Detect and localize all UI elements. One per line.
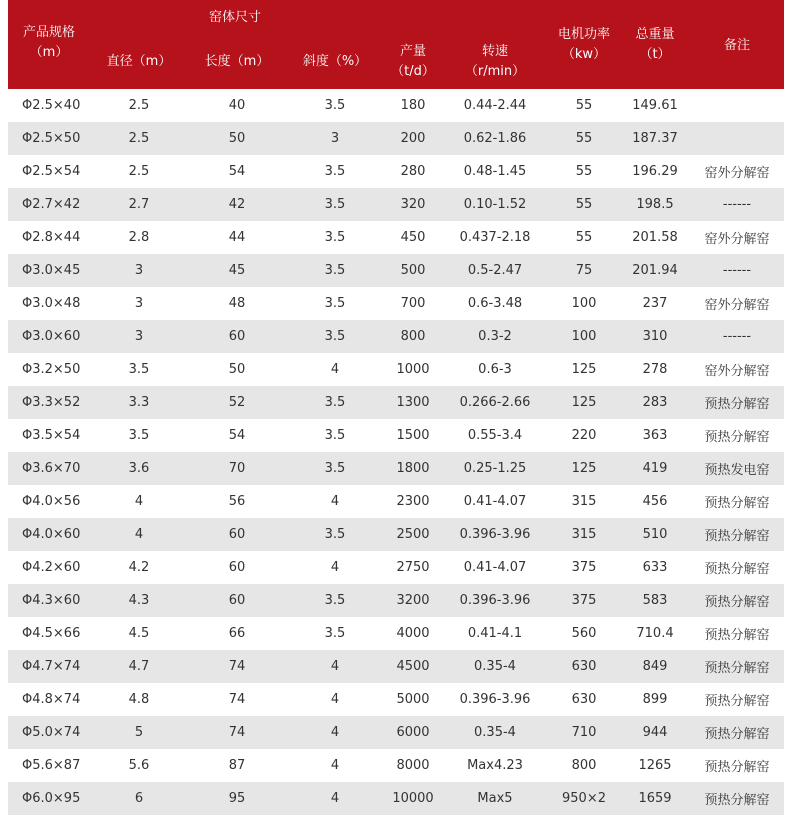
- cell-weight: 456: [620, 485, 690, 518]
- cell-output: 1800: [384, 452, 442, 485]
- cell-slope: 3.5: [286, 452, 384, 485]
- cell-slope: 3.5: [286, 419, 384, 452]
- table-row: [8, 254, 784, 287]
- cell-power: 55: [548, 155, 620, 188]
- cell-diameter: 2.5: [90, 122, 188, 155]
- cell-spec: Φ3.0×60: [8, 320, 90, 353]
- cell-diameter: 2.8: [90, 221, 188, 254]
- table-row: [8, 188, 784, 221]
- table-row: [8, 353, 784, 386]
- cell-slope: 3.5: [286, 221, 384, 254]
- cell-note: 窑外分解窑: [690, 353, 784, 386]
- cell-diameter: 3: [90, 287, 188, 320]
- cell-diameter: 4.2: [90, 551, 188, 584]
- cell-weight: 310: [620, 320, 690, 353]
- cell-note: 预热分解窑: [690, 650, 784, 683]
- table-row: [8, 485, 784, 518]
- cell-length: 60: [188, 320, 286, 353]
- cell-power: 55: [548, 122, 620, 155]
- cell-output: 3200: [384, 584, 442, 617]
- header-speed: [442, 42, 548, 82]
- cell-weight: 633: [620, 551, 690, 584]
- cell-weight: 198.5: [620, 188, 690, 221]
- spec-table-body: [8, 89, 784, 815]
- cell-speed: 0.6-3.48: [442, 287, 548, 320]
- cell-power: 125: [548, 386, 620, 419]
- cell-power: 560: [548, 617, 620, 650]
- cell-power: 710: [548, 716, 620, 749]
- cell-speed: 0.44-2.44: [442, 89, 548, 122]
- header-length: 长度（m）: [204, 54, 270, 69]
- table-row: [8, 89, 784, 122]
- cell-length: 60: [188, 518, 286, 551]
- cell-spec: Φ6.0×95: [8, 782, 90, 815]
- cell-weight: 196.29: [620, 155, 690, 188]
- cell-diameter: 3.6: [90, 452, 188, 485]
- table-row: [8, 287, 784, 320]
- cell-slope: 3.5: [286, 617, 384, 650]
- cell-output: 700: [384, 287, 442, 320]
- cell-diameter: 5.6: [90, 749, 188, 782]
- cell-power: 630: [548, 650, 620, 683]
- table-row: [8, 518, 784, 551]
- table-row: [8, 617, 784, 650]
- cell-speed: 0.437-2.18: [442, 221, 548, 254]
- cell-output: 1300: [384, 386, 442, 419]
- cell-length: 44: [188, 221, 286, 254]
- cell-spec: Φ2.5×50: [8, 122, 90, 155]
- table-row: [8, 650, 784, 683]
- cell-length: 54: [188, 419, 286, 452]
- cell-power: 75: [548, 254, 620, 287]
- cell-weight: 237: [620, 287, 690, 320]
- cell-output: 2750: [384, 551, 442, 584]
- cell-length: 60: [188, 551, 286, 584]
- cell-weight: 944: [620, 716, 690, 749]
- cell-note: 预热分解窑: [690, 683, 784, 716]
- header-output: [384, 42, 442, 82]
- cell-length: 74: [188, 683, 286, 716]
- cell-diameter: 2.7: [90, 188, 188, 221]
- cell-speed: 0.266-2.66: [442, 386, 548, 419]
- cell-power: 315: [548, 518, 620, 551]
- cell-diameter: 3.3: [90, 386, 188, 419]
- cell-note: ------: [690, 188, 784, 221]
- cell-speed: 0.62-1.86: [442, 122, 548, 155]
- cell-diameter: 3: [90, 320, 188, 353]
- cell-diameter: 3.5: [90, 419, 188, 452]
- header-note: 备注: [723, 38, 750, 53]
- cell-output: 1500: [384, 419, 442, 452]
- cell-slope: 4: [286, 782, 384, 815]
- cell-power: 55: [548, 89, 620, 122]
- cell-note: 预热分解窑: [690, 485, 784, 518]
- cell-length: 66: [188, 617, 286, 650]
- header-weight-label: 总重量: [635, 27, 675, 42]
- header-slope: 斜度（%）: [302, 54, 368, 69]
- cell-weight: 899: [620, 683, 690, 716]
- cell-spec: Φ4.5×66: [8, 617, 90, 650]
- cell-length: 40: [188, 89, 286, 122]
- cell-spec: Φ3.3×52: [8, 386, 90, 419]
- cell-slope: 4: [286, 683, 384, 716]
- cell-weight: 1265: [620, 749, 690, 782]
- cell-note: 预热分解窑: [690, 749, 784, 782]
- header-speed-unit: （r/min）: [464, 64, 526, 79]
- cell-note: 预热分解窑: [690, 584, 784, 617]
- cell-slope: 3.5: [286, 254, 384, 287]
- cell-slope: 3.5: [286, 155, 384, 188]
- cell-spec: Φ2.5×40: [8, 89, 90, 122]
- cell-speed: Max4.23: [442, 749, 548, 782]
- header-kiln-size: 窑体尺寸: [208, 10, 261, 25]
- cell-weight: 419: [620, 452, 690, 485]
- cell-output: 1000: [384, 353, 442, 386]
- cell-slope: 3.5: [286, 89, 384, 122]
- cell-note: [690, 89, 784, 122]
- header-weight: [620, 25, 690, 65]
- cell-length: 48: [188, 287, 286, 320]
- table-row: [8, 320, 784, 353]
- cell-power: 55: [548, 188, 620, 221]
- cell-diameter: 4.5: [90, 617, 188, 650]
- header-output-label: 产量: [399, 44, 426, 59]
- cell-spec: Φ5.0×74: [8, 716, 90, 749]
- cell-weight: 710.4: [620, 617, 690, 650]
- cell-diameter: 4.8: [90, 683, 188, 716]
- cell-note: 预热发电窑: [690, 452, 784, 485]
- table-row: [8, 419, 784, 452]
- cell-power: 100: [548, 287, 620, 320]
- cell-length: 45: [188, 254, 286, 287]
- cell-speed: 0.55-3.4: [442, 419, 548, 452]
- cell-diameter: 2.5: [90, 89, 188, 122]
- cell-length: 95: [188, 782, 286, 815]
- cell-note: 窑外分解窑: [690, 221, 784, 254]
- cell-output: 180: [384, 89, 442, 122]
- cell-weight: 363: [620, 419, 690, 452]
- header-power: [548, 25, 620, 65]
- header-weight-unit: （t）: [639, 47, 671, 62]
- cell-power: 800: [548, 749, 620, 782]
- cell-slope: 3.5: [286, 287, 384, 320]
- cell-weight: 201.94: [620, 254, 690, 287]
- cell-speed: 0.35-4: [442, 650, 548, 683]
- cell-spec: Φ3.2×50: [8, 353, 90, 386]
- table-row: [8, 749, 784, 782]
- cell-speed: 0.3-2: [442, 320, 548, 353]
- cell-spec: Φ2.8×44: [8, 221, 90, 254]
- cell-slope: 3: [286, 122, 384, 155]
- table-row: [8, 155, 784, 188]
- table-row: [8, 221, 784, 254]
- cell-note: 预热分解窑: [690, 518, 784, 551]
- cell-slope: 3.5: [286, 518, 384, 551]
- cell-speed: 0.25-1.25: [442, 452, 548, 485]
- cell-power: 375: [548, 584, 620, 617]
- table-row: [8, 452, 784, 485]
- cell-power: 950×2: [548, 782, 620, 815]
- cell-length: 70: [188, 452, 286, 485]
- cell-note: 预热分解窑: [690, 782, 784, 815]
- cell-spec: Φ4.7×74: [8, 650, 90, 683]
- cell-note: [690, 122, 784, 155]
- cell-note: 预热分解窑: [690, 386, 784, 419]
- header-spec: [8, 23, 90, 63]
- cell-weight: 1659: [620, 782, 690, 815]
- cell-note: 预热分解窑: [690, 419, 784, 452]
- cell-speed: 0.48-1.45: [442, 155, 548, 188]
- cell-length: 52: [188, 386, 286, 419]
- cell-spec: Φ4.8×74: [8, 683, 90, 716]
- cell-spec: Φ2.5×54: [8, 155, 90, 188]
- cell-diameter: 3.5: [90, 353, 188, 386]
- cell-weight: 283: [620, 386, 690, 419]
- cell-speed: 0.35-4: [442, 716, 548, 749]
- cell-output: 2500: [384, 518, 442, 551]
- cell-speed: 0.396-3.96: [442, 518, 548, 551]
- cell-speed: 0.396-3.96: [442, 683, 548, 716]
- cell-power: 315: [548, 485, 620, 518]
- cell-speed: 0.10-1.52: [442, 188, 548, 221]
- cell-power: 125: [548, 353, 620, 386]
- cell-speed: 0.5-2.47: [442, 254, 548, 287]
- table-row: [8, 782, 784, 815]
- cell-slope: 3.5: [286, 584, 384, 617]
- cell-output: 4500: [384, 650, 442, 683]
- cell-output: 500: [384, 254, 442, 287]
- cell-weight: 187.37: [620, 122, 690, 155]
- cell-output: 200: [384, 122, 442, 155]
- cell-power: 375: [548, 551, 620, 584]
- cell-spec: Φ2.7×42: [8, 188, 90, 221]
- cell-spec: Φ3.5×54: [8, 419, 90, 452]
- table-row: [8, 551, 784, 584]
- cell-power: 55: [548, 221, 620, 254]
- cell-output: 2300: [384, 485, 442, 518]
- cell-output: 6000: [384, 716, 442, 749]
- cell-weight: 510: [620, 518, 690, 551]
- cell-spec: Φ3.0×45: [8, 254, 90, 287]
- cell-weight: 149.61: [620, 89, 690, 122]
- cell-slope: 4: [286, 485, 384, 518]
- cell-diameter: 4.7: [90, 650, 188, 683]
- cell-spec: Φ3.6×70: [8, 452, 90, 485]
- cell-slope: 4: [286, 353, 384, 386]
- cell-output: 280: [384, 155, 442, 188]
- cell-output: 4000: [384, 617, 442, 650]
- cell-length: 60: [188, 584, 286, 617]
- cell-speed: 0.396-3.96: [442, 584, 548, 617]
- spec-table: [8, 89, 784, 815]
- cell-slope: 4: [286, 749, 384, 782]
- cell-diameter: 5: [90, 716, 188, 749]
- cell-length: 56: [188, 485, 286, 518]
- table-row: [8, 716, 784, 749]
- cell-note: ------: [690, 320, 784, 353]
- cell-note: 预热分解窑: [690, 617, 784, 650]
- table-row: [8, 386, 784, 419]
- header-diameter: 直径（m）: [106, 54, 172, 69]
- header-power-label: 电机功率: [557, 27, 610, 42]
- cell-spec: Φ4.0×56: [8, 485, 90, 518]
- cell-length: 87: [188, 749, 286, 782]
- cell-note: 预热分解窑: [690, 716, 784, 749]
- cell-diameter: 4: [90, 518, 188, 551]
- table-row: [8, 122, 784, 155]
- cell-output: 450: [384, 221, 442, 254]
- cell-length: 50: [188, 122, 286, 155]
- cell-slope: 4: [286, 716, 384, 749]
- cell-slope: 3.5: [286, 320, 384, 353]
- cell-weight: 583: [620, 584, 690, 617]
- cell-note: 预热分解窑: [690, 551, 784, 584]
- cell-power: 220: [548, 419, 620, 452]
- cell-slope: 4: [286, 650, 384, 683]
- cell-output: 10000: [384, 782, 442, 815]
- cell-power: 125: [548, 452, 620, 485]
- header-spec-label: 产品规格: [22, 25, 75, 40]
- table-row: [8, 683, 784, 716]
- cell-output: 8000: [384, 749, 442, 782]
- cell-length: 42: [188, 188, 286, 221]
- cell-diameter: 4.3: [90, 584, 188, 617]
- cell-speed: 0.41-4.07: [442, 551, 548, 584]
- cell-length: 74: [188, 650, 286, 683]
- cell-weight: 849: [620, 650, 690, 683]
- cell-diameter: 6: [90, 782, 188, 815]
- cell-length: 54: [188, 155, 286, 188]
- cell-speed: 0.41-4.1: [442, 617, 548, 650]
- cell-speed: Max5: [442, 782, 548, 815]
- header-power-unit: （kw）: [561, 47, 607, 62]
- cell-slope: 3.5: [286, 188, 384, 221]
- cell-diameter: 2.5: [90, 155, 188, 188]
- cell-diameter: 4: [90, 485, 188, 518]
- cell-note: ------: [690, 254, 784, 287]
- cell-speed: 0.6-3: [442, 353, 548, 386]
- cell-slope: 3.5: [286, 386, 384, 419]
- cell-note: 窑外分解窑: [690, 287, 784, 320]
- cell-spec: Φ4.3×60: [8, 584, 90, 617]
- header-output-unit: （t/d）: [391, 64, 435, 79]
- cell-spec: Φ4.2×60: [8, 551, 90, 584]
- cell-output: 5000: [384, 683, 442, 716]
- cell-power: 100: [548, 320, 620, 353]
- cell-note: 窑外分解窑: [690, 155, 784, 188]
- cell-speed: 0.41-4.07: [442, 485, 548, 518]
- cell-power: 630: [548, 683, 620, 716]
- cell-weight: 278: [620, 353, 690, 386]
- cell-spec: Φ5.6×87: [8, 749, 90, 782]
- table-row: [8, 584, 784, 617]
- cell-spec: Φ4.0×60: [8, 518, 90, 551]
- cell-diameter: 3: [90, 254, 188, 287]
- cell-output: 320: [384, 188, 442, 221]
- header-speed-label: 转速: [481, 44, 508, 59]
- cell-output: 800: [384, 320, 442, 353]
- cell-length: 50: [188, 353, 286, 386]
- cell-weight: 201.58: [620, 221, 690, 254]
- header-spec-unit: （m）: [29, 45, 69, 60]
- cell-length: 74: [188, 716, 286, 749]
- cell-slope: 4: [286, 551, 384, 584]
- cell-spec: Φ3.0×48: [8, 287, 90, 320]
- table-header: [8, 0, 784, 89]
